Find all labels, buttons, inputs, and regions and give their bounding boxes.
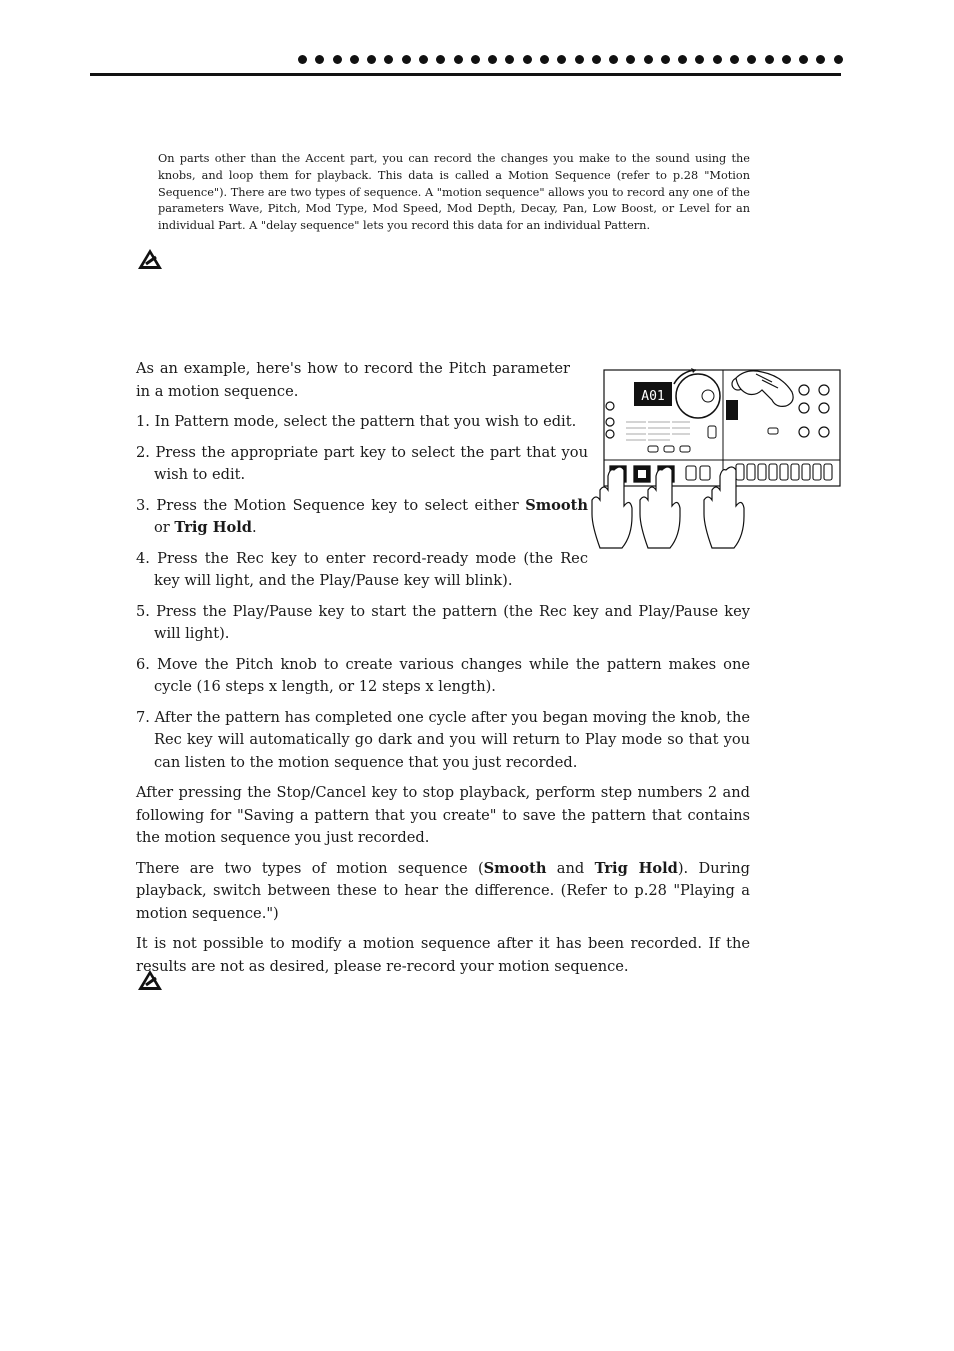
example-intro: As an example, here's how to record the Pitch parameter in a motion sequence. [136,360,570,400]
header-dot [333,55,342,64]
header-dot [816,55,825,64]
warning-icon [137,248,163,270]
header-dot [834,55,843,64]
header-dot [678,55,687,64]
header-dot [644,55,653,64]
intro-paragraph: On parts other than the Accent part, you can record the changes you make to the sound using the knobs, and loop them for playback. This data is called a Motion Sequence (refer to p.28 "Motion Sequence"). There are two types of sequence. A "motion sequence" allows you to record any one of the parameters Wave, Pitch, Mod Type, Mod Speed, Mod Depth, Decay, Pan, Low Boost, or Level for an individual Part. A "delay sequence" lets you record this data for an individual Pattern. [158,152,750,233]
header-dot [765,55,774,64]
header-dot [575,55,584,64]
step-3-text: 3. Press the Motion Sequence key to select either [136,496,526,514]
header-dot [315,55,324,64]
step-4: 4. Press the Rec key to enter record-ready mode (the Rec key will light, and the Play/Pause key will blink). [136,549,588,589]
header-dot [298,55,307,64]
step-3-or: or [154,519,175,536]
knob-icon [676,374,720,418]
step-7: 7. After the pattern has completed one cycle after you began moving the knob, the Rec key will automatically go dark and you will return to Play mode so that you can listen to the motion sequence that you just recorded. [136,708,750,771]
header-dot [523,55,532,64]
header-dot [713,55,722,64]
trig-hold-term: Trig Hold [174,519,252,536]
types-text-c: and [546,859,595,877]
header-dot [402,55,411,64]
closing-paragraph: It is not possible to modify a motion sequence after it has been recorded. If the results are not as desired, please re-record your motion sequence. [136,935,750,975]
header-dot [350,55,359,64]
header-dot [730,55,739,64]
step-6: 6. Move the Pitch knob to create various changes while the pattern makes one cycle (16 steps x length, or 12 steps x length). [136,655,750,695]
smooth-term: Smooth [525,496,588,514]
header-dot [471,55,480,64]
display-readout: A01 [641,389,665,404]
step-3 [136,495,588,540]
header-dot [454,55,463,64]
header-dot [592,55,601,64]
step-1: 1. In Pattern mode, select the pattern that you wish to edit. [136,413,577,430]
device-illustration [586,366,846,550]
header-dot [747,55,756,64]
step-3-end: . [252,519,257,536]
trig-hold-term: Trig Hold [594,859,678,877]
header-dot [695,55,704,64]
header-dot [419,55,428,64]
smooth-term: Smooth [483,859,547,877]
step-2: 2. Press the appropriate part key to select the part that you wish to edit. [136,443,588,483]
after-paragraph: After pressing the Stop/Cancel key to stop playback, perform step numbers 2 and following for "Saving a pattern that you create" to save the pattern that contains the motion sequence you just recorded. [136,784,750,846]
header-dot [799,55,808,64]
header-dot [540,55,549,64]
header-dot [384,55,393,64]
step-5: 5. Press the Play/Pause key to start the pattern (the Rec key and Play/Pause key will light). [136,602,750,642]
header-dot [505,55,514,64]
header-dot [782,55,791,64]
header-dot [488,55,497,64]
header-dot-row [298,55,843,64]
header-dot [557,55,566,64]
header-dot [367,55,376,64]
header-dot [626,55,635,64]
header-dot [609,55,618,64]
header-dot [661,55,670,64]
types-text-a: There are two types of motion sequence ( [136,859,484,877]
types-paragraph [136,858,750,926]
header-rule [90,73,841,76]
types-text-e: ). During playback, switch between these to hear the difference. (Refer to p.28 "Playing a motion sequence.") [136,859,750,922]
header-dot [436,55,445,64]
